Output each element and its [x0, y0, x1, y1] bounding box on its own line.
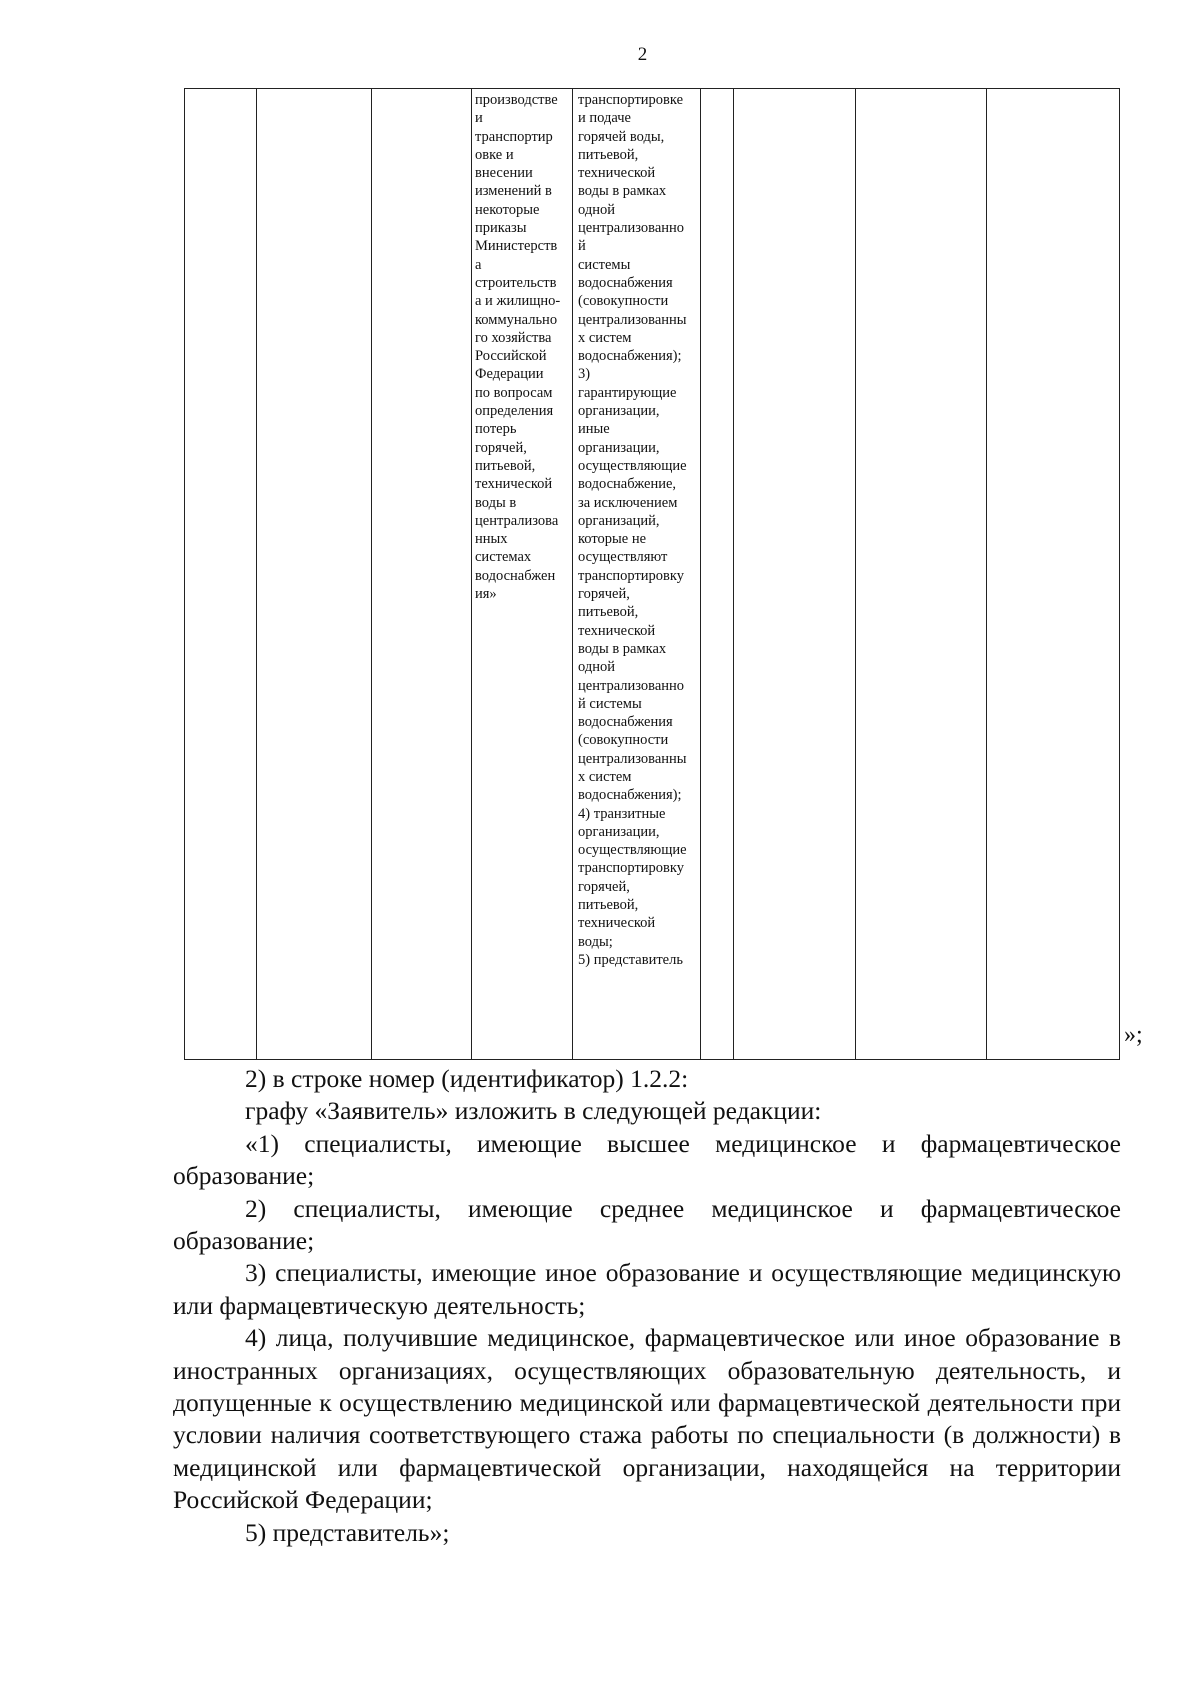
table-cell-1 — [185, 89, 257, 1060]
cell-text-legal-act: производстве и транспортир овке и внесении изменений в некоторые приказы Министерств а строительств а и жилищно- коммунально го хозяйства Российской Федерации по вопросам определения потерь горячей, питьевой, технической воды в централизова нных системах водоснабжен ия» — [475, 92, 561, 603]
table-cell-2 — [257, 89, 372, 1060]
table-cell-7 — [734, 89, 856, 1060]
table-row — [185, 89, 1120, 1060]
table-cell-9 — [987, 89, 1120, 1060]
regulation-table — [184, 88, 1120, 1060]
page-number: 2 — [637, 44, 648, 65]
paragraph-list-item-5: 5) представитель»; — [245, 1517, 450, 1547]
table-cell-6 — [701, 89, 734, 1060]
paragraph-list-item-1: «1) специалисты, имеющие высшее медицинское и фармацевтическое образование; — [173, 1128, 1121, 1191]
paragraph-list-item-3: 3) специалисты, имеющие иное образование и осуществляющие медицинскую или фармацевтическую деятельность; — [173, 1258, 1121, 1320]
table-cell-8 — [856, 89, 987, 1060]
closing-quote-mark: »; — [1124, 1022, 1143, 1048]
paragraph-item-2: 2) в строке номер (идентификатор) 1.2.2: — [245, 1064, 689, 1093]
table-cell-4 — [472, 89, 573, 1060]
cell-text-applicants: транспортировке и подаче горячей воды, питьевой, технической воды в рамках одной централизованно й системы водоснабжения (совокупности централизованны х систем водоснабжения); 3) гарантирующие организации, иные организации, осуществляющие водоснабжение, за исключением организаций, которые не осуществляют транспортировку горячей, питьевой, технической воды в рамках одной централизованно й системы водоснабжения (совокупности централизованны х систем водоснабжения); 4) транзитные организации, осуществляющие транспортировку горячей, питьевой, технической воды; 5) представитель — [578, 92, 687, 968]
body-text — [173, 1063, 1121, 1549]
paragraph-list-item-2: 2) специалисты, имеющие среднее медицинское и фармацевтическое образование; — [173, 1193, 1121, 1256]
table-cell-3 — [372, 89, 472, 1060]
paragraph-column-applicant: графу «Заявитель» изложить в следующей редакции: — [245, 1096, 822, 1126]
table-cell-5 — [573, 89, 701, 1060]
paragraph-list-item-4: 4) лица, получившие медицинское, фармацевтическое или иное образование в иностранных организациях, осуществляющих образовательную деятельность, и допущенные к осуществлению медицинской или фармацевтической деятельности при условии наличия соответствующего стажа работы по специальности (в должности) в медицинской или фармацевтической организации, находящейся на территории Российской Федерации; — [173, 1323, 1121, 1515]
